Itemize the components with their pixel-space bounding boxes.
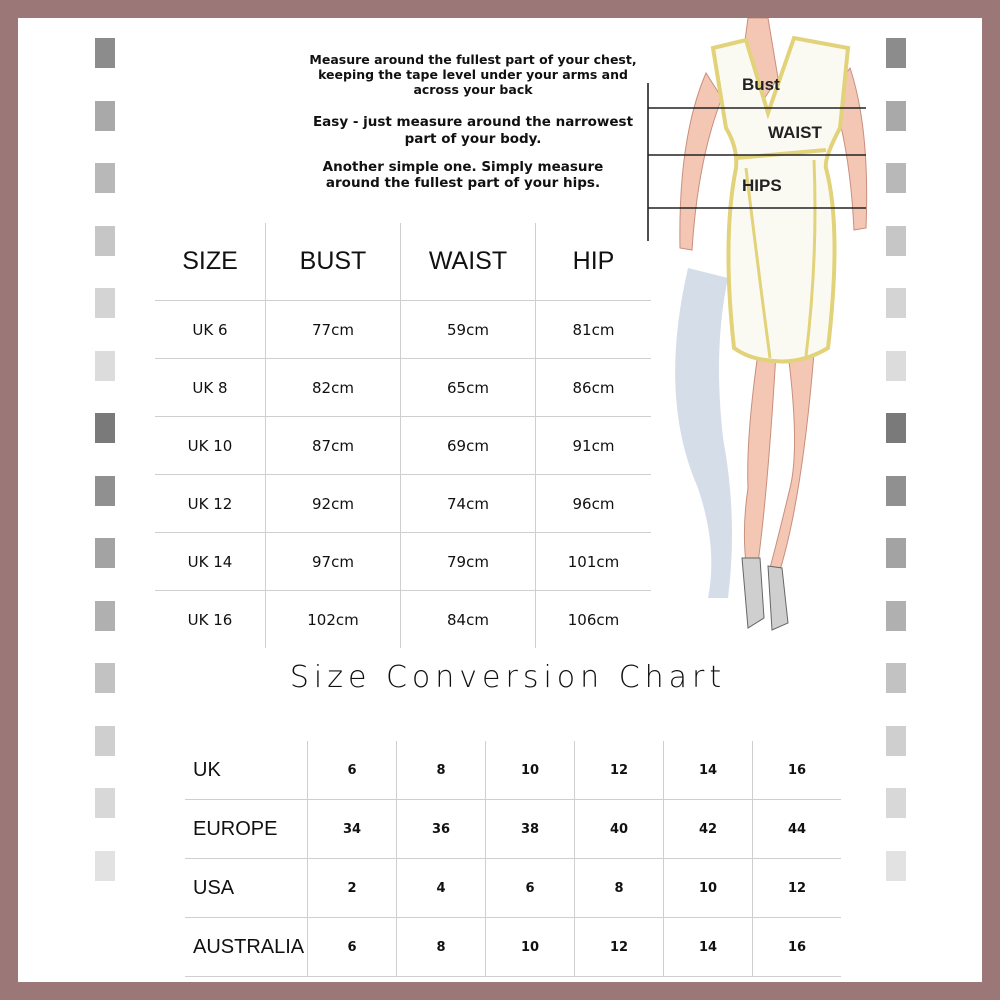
strip-square <box>95 663 115 693</box>
strip-square <box>886 851 906 881</box>
strip-square <box>95 226 115 256</box>
waist-instruction: Easy - just measure around the narrowest part of your body. <box>312 114 634 147</box>
strip-square <box>886 163 906 193</box>
strip-square <box>95 851 115 881</box>
waist-cell: 79cm <box>401 533 536 591</box>
waist-cell: 69cm <box>401 417 536 475</box>
conversion-cell: 4 <box>397 859 486 918</box>
strip-square <box>95 351 115 381</box>
strip-square <box>95 726 115 756</box>
region-label: EUROPE <box>185 800 308 859</box>
strip-square <box>95 413 115 443</box>
hips-label: HIPS <box>742 176 782 195</box>
strip-square <box>886 288 906 318</box>
bust-cell: 77cm <box>266 301 401 359</box>
hips-instruction: Another simple one. Simply measure around the fullest part of your hips. <box>322 159 604 191</box>
left-shoe <box>742 558 764 628</box>
conversion-cell: 36 <box>397 800 486 859</box>
size-cell: UK 6 <box>155 301 266 359</box>
bust-label: Bust <box>742 75 780 94</box>
shadow-wash <box>675 268 732 598</box>
strip-square <box>95 101 115 131</box>
conversion-cell: 12 <box>575 741 664 800</box>
conversion-cell: 10 <box>486 741 575 800</box>
table-row <box>185 859 841 918</box>
conversion-cell: 34 <box>308 800 397 859</box>
strip-square <box>95 788 115 818</box>
bust-cell: 92cm <box>266 475 401 533</box>
strip-square <box>886 788 906 818</box>
waist-cell: 65cm <box>401 359 536 417</box>
strip-square <box>95 288 115 318</box>
hip-cell: 106cm <box>567 610 620 629</box>
strip-square <box>886 538 906 568</box>
waist-cell: 84cm <box>401 591 536 649</box>
conversion-cell: 14 <box>664 741 753 800</box>
table-row <box>155 475 651 533</box>
dress <box>713 38 848 362</box>
hip-cell: 91cm <box>536 417 652 475</box>
strip-square <box>886 601 906 631</box>
strip-square <box>95 538 115 568</box>
conversion-cell: 2 <box>308 859 397 918</box>
conversion-cell: 6 <box>486 859 575 918</box>
conversion-cell: 42 <box>664 800 753 859</box>
size-guide-card <box>18 18 982 982</box>
dress-figure-illustration <box>618 18 878 648</box>
bust-instruction: Measure around the fullest part of your chest, keeping the tape level under your arms and across your back <box>309 52 637 97</box>
conversion-cell: 14 <box>664 918 753 977</box>
table-row <box>155 591 651 649</box>
conversion-cell: 44 <box>753 800 842 859</box>
left-arm <box>680 73 722 250</box>
conversion-cell: 10 <box>486 918 575 977</box>
bust-cell: 82cm <box>266 359 401 417</box>
size-measurement-table <box>155 223 651 648</box>
bust-cell: 87cm <box>266 417 401 475</box>
hip-cell: 86cm <box>536 359 652 417</box>
conversion-cell: 12 <box>575 918 664 977</box>
conversion-cell: 8 <box>397 741 486 800</box>
conversion-chart-title: Size Conversion Chart <box>289 660 727 695</box>
header-waist: WAIST <box>401 223 536 301</box>
size-cell: UK 10 <box>155 417 266 475</box>
conversion-cell: 16 <box>753 741 842 800</box>
table-row <box>185 741 841 800</box>
bust-cell: 97cm <box>266 533 401 591</box>
strip-square <box>95 38 115 68</box>
size-cell: UK 14 <box>155 533 266 591</box>
hip-cell: 101cm <box>536 533 652 591</box>
region-label: UK <box>185 741 308 800</box>
conversion-cell: 8 <box>575 859 664 918</box>
strip-square <box>886 413 906 443</box>
conversion-cell: 16 <box>753 918 842 977</box>
conversion-cell: 10 <box>664 859 753 918</box>
region-label: AUSTRALIA <box>185 918 308 977</box>
header-hip: HIP <box>536 223 652 301</box>
strip-square <box>886 663 906 693</box>
header-size: SIZE <box>155 223 266 301</box>
conversion-cell: 40 <box>575 800 664 859</box>
strip-square <box>886 226 906 256</box>
table-row <box>155 533 651 591</box>
region-label: USA <box>185 859 308 918</box>
strip-square <box>886 726 906 756</box>
size-cell: UK 8 <box>155 359 266 417</box>
strip-square <box>886 101 906 131</box>
hip-cell: 81cm <box>536 301 652 359</box>
header-bust: BUST <box>266 223 401 301</box>
conversion-cell: 12 <box>753 859 842 918</box>
strip-square <box>886 38 906 68</box>
size-cell: UK 16 <box>155 591 266 649</box>
right-leg <box>770 353 814 570</box>
size-table-header-row <box>155 223 651 301</box>
strip-square <box>95 163 115 193</box>
right-shoe <box>768 566 788 630</box>
strip-square <box>886 476 906 506</box>
table-row <box>185 800 841 859</box>
waist-label: WAIST <box>768 123 822 142</box>
table-row <box>155 301 651 359</box>
table-row <box>155 359 651 417</box>
size-conversion-table <box>185 741 841 977</box>
hip-cell: 96cm <box>536 475 652 533</box>
left-leg <box>744 353 776 563</box>
waist-cell: 74cm <box>401 475 536 533</box>
conversion-cell: 8 <box>397 918 486 977</box>
strip-square <box>95 476 115 506</box>
waist-cell: 59cm <box>401 301 536 359</box>
conversion-cell: 6 <box>308 918 397 977</box>
table-row <box>185 918 841 977</box>
size-cell: UK 12 <box>155 475 266 533</box>
conversion-cell: 6 <box>308 741 397 800</box>
conversion-cell: 38 <box>486 800 575 859</box>
strip-square <box>886 351 906 381</box>
table-row <box>155 417 651 475</box>
strip-square <box>95 601 115 631</box>
bust-cell: 102cm <box>266 591 401 649</box>
